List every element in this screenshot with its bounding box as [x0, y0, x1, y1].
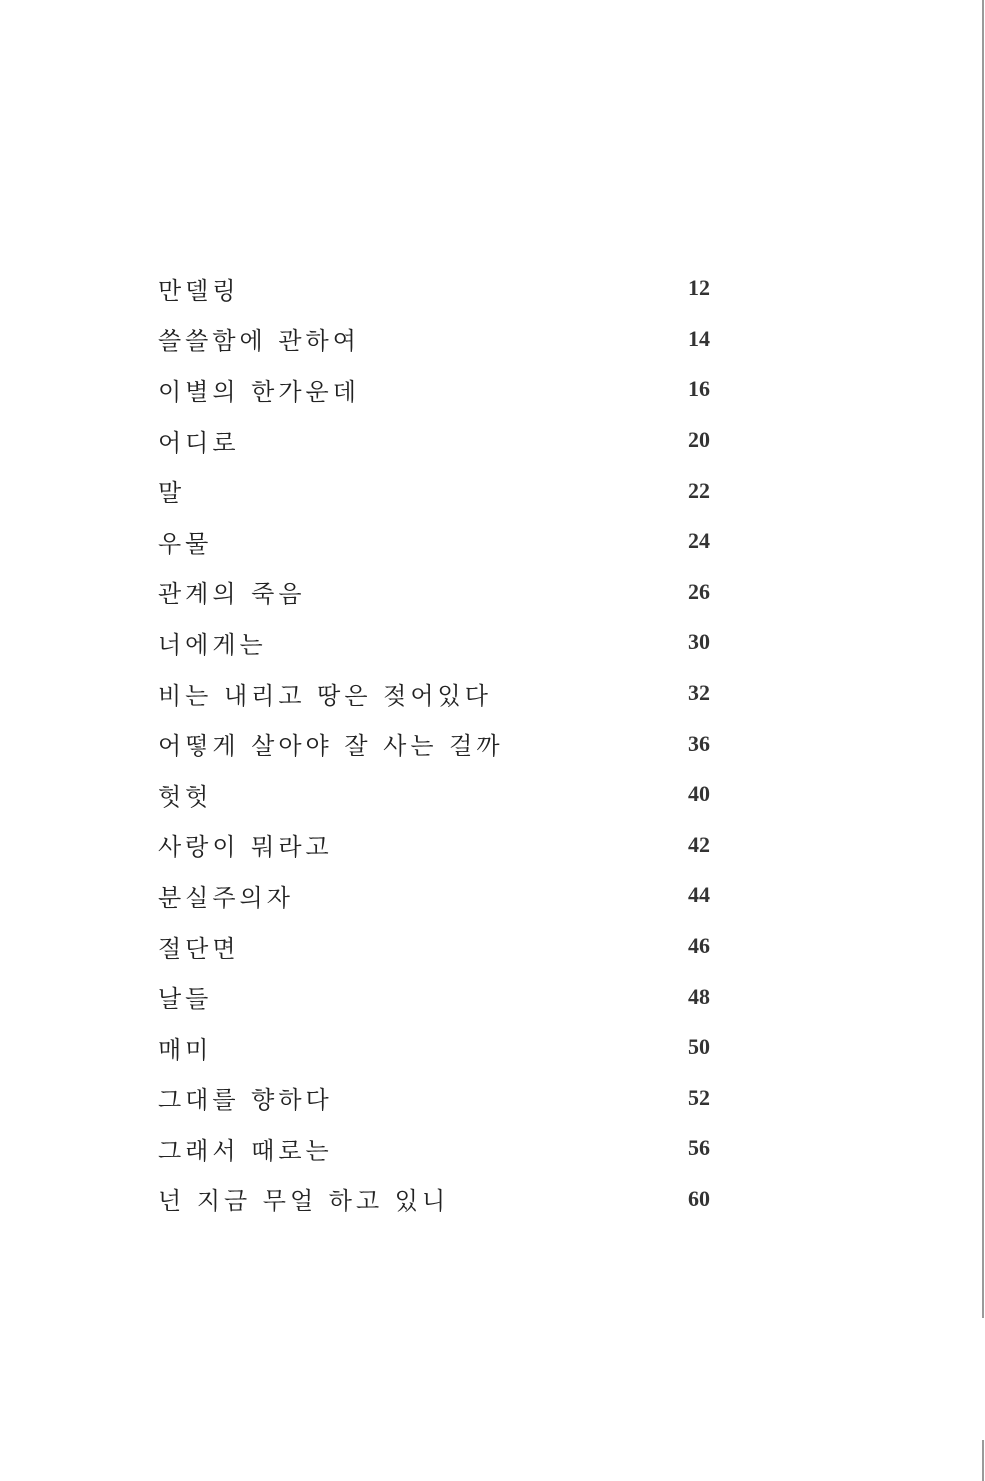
toc-entry-page: 12	[688, 275, 710, 301]
table-of-contents	[158, 263, 710, 1224]
toc-entry-title: 관계의 죽음	[158, 580, 306, 609]
toc-entry	[158, 415, 710, 466]
toc-entry-page: 46	[688, 933, 710, 959]
toc-entry	[158, 364, 710, 415]
toc-entry-title: 매미	[158, 1035, 213, 1064]
toc-entry	[158, 718, 710, 769]
toc-entry-page: 30	[688, 629, 710, 655]
toc-entry	[158, 870, 710, 921]
toc-entry-page: 22	[688, 477, 710, 503]
toc-entry	[158, 314, 710, 365]
toc-entry	[158, 263, 710, 314]
toc-entry-title: 너에게는	[158, 630, 267, 659]
toc-entry-title: 말	[158, 479, 186, 508]
toc-entry-page: 26	[688, 578, 710, 604]
toc-entry-page: 52	[688, 1084, 710, 1110]
toc-entry-title: 쓸쓸함에 관하여	[158, 327, 360, 356]
toc-entry-title: 분실주의자	[158, 883, 294, 912]
toc-entry	[158, 1174, 710, 1225]
toc-entry-page: 56	[688, 1135, 710, 1161]
toc-entry-page: 48	[688, 983, 710, 1009]
toc-entry-title: 헛헛	[158, 782, 213, 811]
toc-entry-page: 40	[688, 781, 710, 807]
toc-entry-title: 어떻게 살아야 잘 사는 걸까	[158, 732, 504, 761]
toc-entry-page: 42	[688, 831, 710, 857]
toc-entry-title: 어디로	[158, 428, 240, 457]
toc-entry	[158, 617, 710, 668]
toc-entry	[158, 820, 710, 871]
toc-entry-page: 16	[688, 376, 710, 402]
toc-entry	[158, 516, 710, 567]
toc-entry	[158, 465, 710, 516]
toc-entry	[158, 567, 710, 618]
toc-entry-title: 만델링	[158, 276, 240, 305]
toc-entry	[158, 971, 710, 1022]
page-edge-line	[982, 0, 984, 1318]
toc-entry	[158, 1123, 710, 1174]
toc-entry-page: 32	[688, 680, 710, 706]
toc-entry	[158, 1073, 710, 1124]
toc-entry-title: 우물	[158, 529, 213, 558]
toc-entry	[158, 769, 710, 820]
page-edge-line-bottom	[982, 1440, 984, 1481]
toc-entry-page: 44	[688, 882, 710, 908]
toc-entry-title: 사랑이 뭐라고	[158, 833, 333, 862]
toc-entry-title: 절단면	[158, 934, 240, 963]
toc-entry	[158, 921, 710, 972]
toc-entry-title: 이별의 한가운데	[158, 377, 360, 406]
toc-entry-page: 24	[688, 528, 710, 554]
toc-entry	[158, 1022, 710, 1073]
toc-entry-page: 20	[688, 427, 710, 453]
toc-entry-page: 36	[688, 730, 710, 756]
toc-entry-title: 그래서 때로는	[158, 1136, 333, 1165]
toc-entry-page: 60	[688, 1185, 710, 1211]
toc-entry-title: 그대를 향하다	[158, 1086, 333, 1115]
toc-entry-page: 50	[688, 1034, 710, 1060]
toc-entry	[158, 668, 710, 719]
toc-entry-title: 날들	[158, 985, 213, 1014]
toc-entry-title: 비는 내리고 땅은 젖어있다	[158, 681, 492, 710]
toc-entry-page: 14	[688, 325, 710, 351]
toc-entry-title: 넌 지금 무얼 하고 있니	[158, 1187, 450, 1216]
